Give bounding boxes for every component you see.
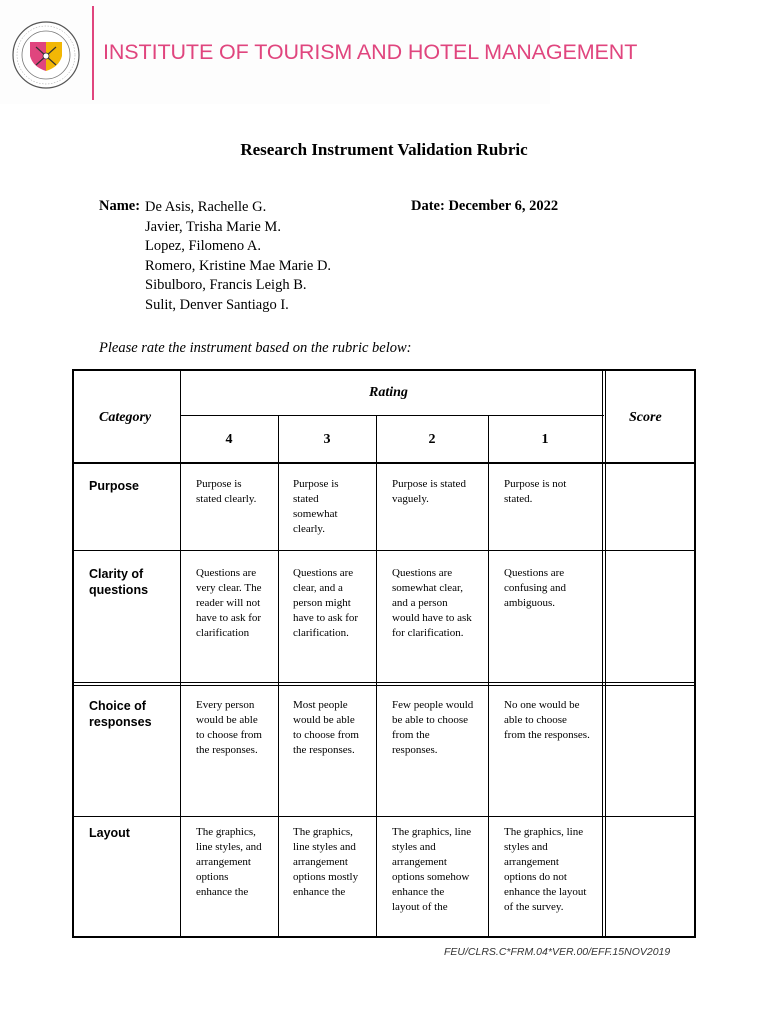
header-divider xyxy=(92,6,94,100)
name-label: Name: xyxy=(99,198,141,214)
rating-2: 2 xyxy=(428,432,436,447)
score-input-choice[interactable] xyxy=(606,686,694,816)
row-category-purpose: Purpose xyxy=(89,479,140,493)
row-divider xyxy=(72,685,696,686)
rubric-cell: The graphics, line styles and arrangement options somehow enhance the layout of the xyxy=(392,826,472,913)
name-entry: De Asis, Rachelle G. xyxy=(145,199,267,215)
rubric-table xyxy=(72,369,696,939)
name-entry: Javier, Trisha Marie M. xyxy=(145,218,281,235)
rubric-cell: Every person would be able to choose from the responses. xyxy=(196,699,262,756)
names-list xyxy=(145,198,331,316)
rating-1: 1 xyxy=(541,432,549,447)
row-divider xyxy=(72,682,696,683)
category-header: Category xyxy=(99,410,152,425)
rubric-cell: Questions are very clear. The reader will not have to ask for clarification xyxy=(196,567,262,639)
name-entry: Sibulboro, Francis Leigh B. xyxy=(145,277,307,294)
row-category-clarity: Clarity of questions xyxy=(89,567,149,597)
rating-3: 3 xyxy=(323,432,331,447)
table-border xyxy=(72,369,74,938)
row-divider xyxy=(72,550,696,551)
column-divider xyxy=(278,416,279,938)
rubric-cell: Purpose is stated clearly. xyxy=(196,478,257,505)
rubric-cell: Purpose is stated vaguely. xyxy=(392,478,466,505)
row-category-layout: Layout xyxy=(89,826,130,840)
row-divider xyxy=(180,415,604,416)
rubric-cell: The graphics, line styles, and arrangement options enhance the xyxy=(196,826,262,898)
rating-header: Rating xyxy=(369,385,408,400)
score-input-purpose[interactable] xyxy=(606,464,694,550)
row-category-choice: Choice of responses xyxy=(89,699,152,729)
rubric-cell: No one would be able to choose from the responses. xyxy=(504,699,590,741)
rating-4: 4 xyxy=(225,432,233,447)
column-divider xyxy=(376,416,377,938)
rubric-cell: Questions are confusing and ambiguous. xyxy=(504,567,567,609)
name-entry: Romero, Kristine Mae Marie D. xyxy=(145,257,332,274)
rubric-cell: Few people would be able to choose from the responses. xyxy=(392,699,474,756)
score-input-clarity[interactable] xyxy=(606,551,694,682)
document-title: Research Instrument Validation Rubric xyxy=(240,140,528,159)
table-border xyxy=(694,369,696,938)
name-entry: Sulit, Denver Santiago I. xyxy=(145,296,289,313)
rubric-cell: Purpose is stated somewhat clearly. xyxy=(293,478,339,535)
rubric-cell: The graphics, line styles and arrangement options do not enhance the layout of the survey. xyxy=(504,826,587,913)
name-entry: Lopez, Filomeno A. xyxy=(145,238,261,255)
date-field: Date: December 6, 2022 xyxy=(411,198,559,214)
rubric-cell: Questions are somewhat clear, and a person would have to ask for clarification. xyxy=(392,567,472,639)
institute-title: INSTITUTE OF TOURISM AND HOTEL MANAGEMENT xyxy=(103,40,638,64)
score-header: Score xyxy=(629,410,662,425)
rubric-cell: Purpose is not stated. xyxy=(504,478,567,505)
column-divider xyxy=(180,369,181,938)
form-code-footer: FEU/CLRS.C*FRM.04*VER.00/EFF.15NOV2019 xyxy=(444,946,671,958)
column-divider xyxy=(602,369,603,938)
rubric-cell: Most people would be able to choose from the responses. xyxy=(293,699,359,756)
column-divider xyxy=(488,416,489,938)
row-divider xyxy=(72,816,696,817)
header-banner xyxy=(0,0,638,104)
instruction-text: Please rate the instrument based on the rubric below: xyxy=(99,340,412,356)
rubric-cell: Questions are clear, and a person might have to ask for clarification. xyxy=(293,567,359,639)
rubric-cell: The graphics, line styles and arrangement options mostly enhance the xyxy=(293,826,359,898)
university-seal-logo xyxy=(11,20,81,90)
score-input-layout[interactable] xyxy=(606,817,694,936)
row-divider xyxy=(72,462,696,464)
